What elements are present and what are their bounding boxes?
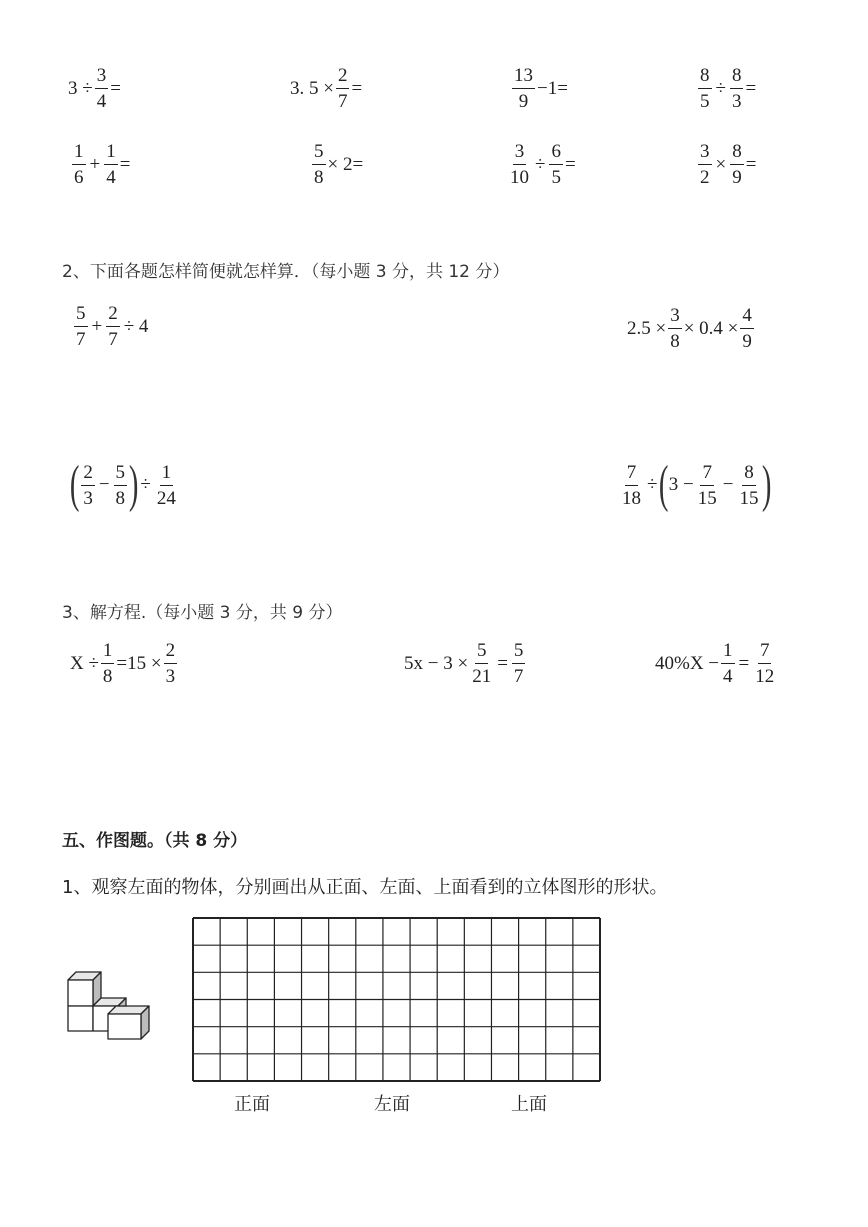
section2-heading: 2、下面各题怎样简便就怎样算．（每小题 3 分，共 12 分）	[62, 262, 510, 282]
section5-title: 五、作图题。（共 8 分）	[62, 831, 248, 851]
equation-2: 5x − 3 × $\frac{5}{21}$ = $\frac{5}{7}$	[404, 640, 524, 687]
calc-item: $\frac{8}{5}$ ÷ $\frac{8}{3}$ =	[700, 65, 757, 112]
calc-item: 3 ÷ $\frac{3}{4}$ =	[68, 65, 121, 112]
cubes-figure	[60, 968, 156, 1044]
equation-3: 40%X − $\frac{1}{4}$ = $\frac{7}{12}$	[655, 640, 775, 687]
section5-question: 1、观察左面的物体，分别画出从正面、左面、上面看到的立体图形的形状。	[62, 877, 668, 898]
simplify-problem-3: ( $\frac{2}{3}$ − $\frac{5}{8}$ ) ÷ $\frac{1}{24}$	[69, 456, 176, 513]
label-front: 正面	[234, 1094, 270, 1115]
section3-heading: 3、解方程.（每小题 3 分，共 9 分）	[62, 603, 343, 623]
label-left: 左面	[374, 1094, 410, 1115]
simplify-problem-2: 2.5 × $\frac{3}{8}$ × 0.4 × $\frac{4}{9}$	[627, 305, 752, 352]
simplify-problem-4: $\frac{7}{18}$ ÷ ( 3 − $\frac{7}{15}$ − $\frac{8}{15}$ )	[622, 456, 772, 513]
calc-item: $\frac{3}{2}$ × $\frac{8}{9}$ =	[700, 141, 757, 188]
label-top: 上面	[511, 1094, 547, 1115]
calc-item: $\frac{1}{6}$ + $\frac{1}{4}$ =	[74, 141, 131, 188]
calc-item: $\frac{3}{10}$ ÷ $\frac{6}{5}$ =	[510, 141, 576, 188]
drawing-grid[interactable]	[192, 917, 601, 1082]
simplify-problem-1: $\frac{5}{7}$ + $\frac{2}{7}$ ÷ 4	[76, 303, 149, 350]
calc-item: $\frac{13}{9}$ −1=	[514, 65, 568, 112]
calc-item: $\frac{5}{8}$ × 2=	[314, 141, 364, 188]
equation-1: X ÷ $\frac{1}{8}$ =15 × $\frac{2}{3}$	[70, 640, 176, 687]
calc-item: 3. 5 × $\frac{2}{7}$ =	[290, 65, 363, 112]
